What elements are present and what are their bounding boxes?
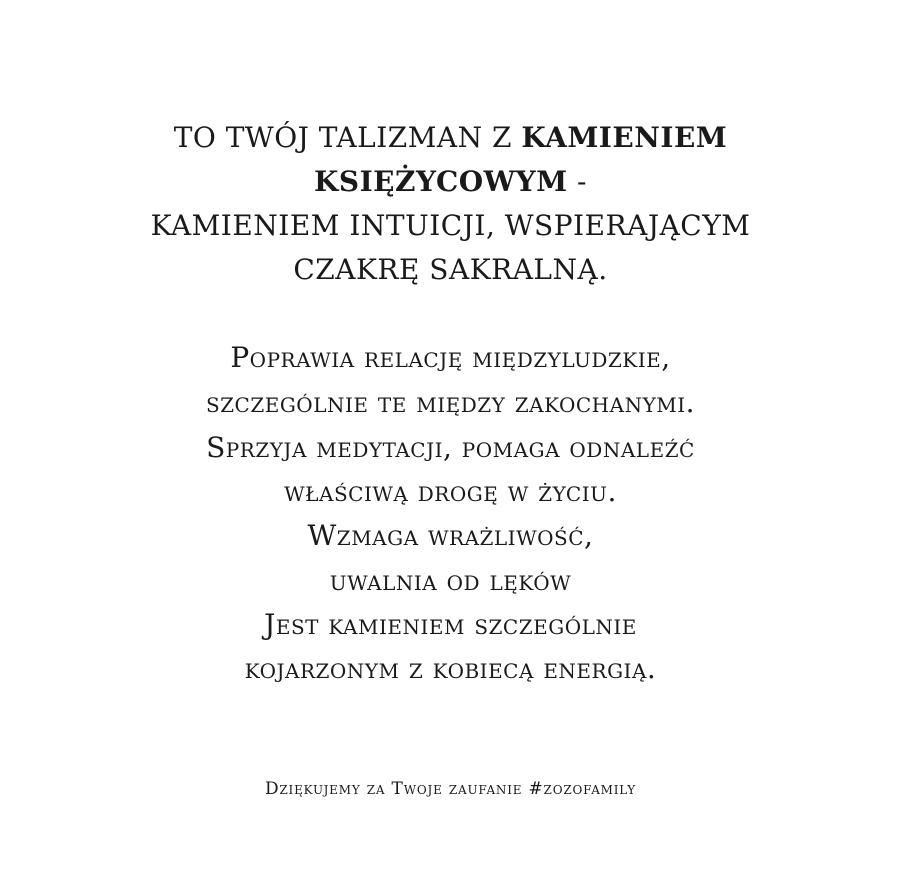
- intro-line-3: KAMIENIEM INTUICJI, WSPIERAJĄCYM: [150, 209, 751, 242]
- property-line-6: uwalnia od lęków: [329, 564, 572, 597]
- intro-line-2-bold: KSIĘŻYCOWYM: [314, 165, 568, 198]
- property-line-1: Poprawia relację międzyludzkie,: [230, 341, 671, 374]
- thank-you-footer: Dziękujemy za Twoje zaufanie #zozofamily: [264, 779, 637, 799]
- property-line-5: Wzmaga wrażliwość,: [307, 519, 594, 552]
- property-line-4: właściwą drogę w życiu.: [284, 475, 617, 508]
- intro-line-2-text: -: [567, 165, 587, 198]
- property-line-3: Sprzyja medytacji, pomaga odnaleźć: [206, 431, 695, 464]
- intro-line-1-text: TO TWÓJ TALIZMAN Z: [173, 121, 522, 154]
- intro-line-1: [0, 118, 901, 158]
- property-line-7: Jest kamieniem szczególnie: [264, 608, 637, 641]
- intro-line-2: [0, 162, 901, 202]
- intro-line-4: CZAKRĘ SAKRALNĄ.: [293, 253, 608, 286]
- property-line-8: kojarzonym z kobiecą energią.: [244, 652, 657, 685]
- intro-line-1-bold: KAMIENIEM: [521, 121, 728, 154]
- property-line-2: szczególnie te między zakochanymi.: [205, 386, 696, 419]
